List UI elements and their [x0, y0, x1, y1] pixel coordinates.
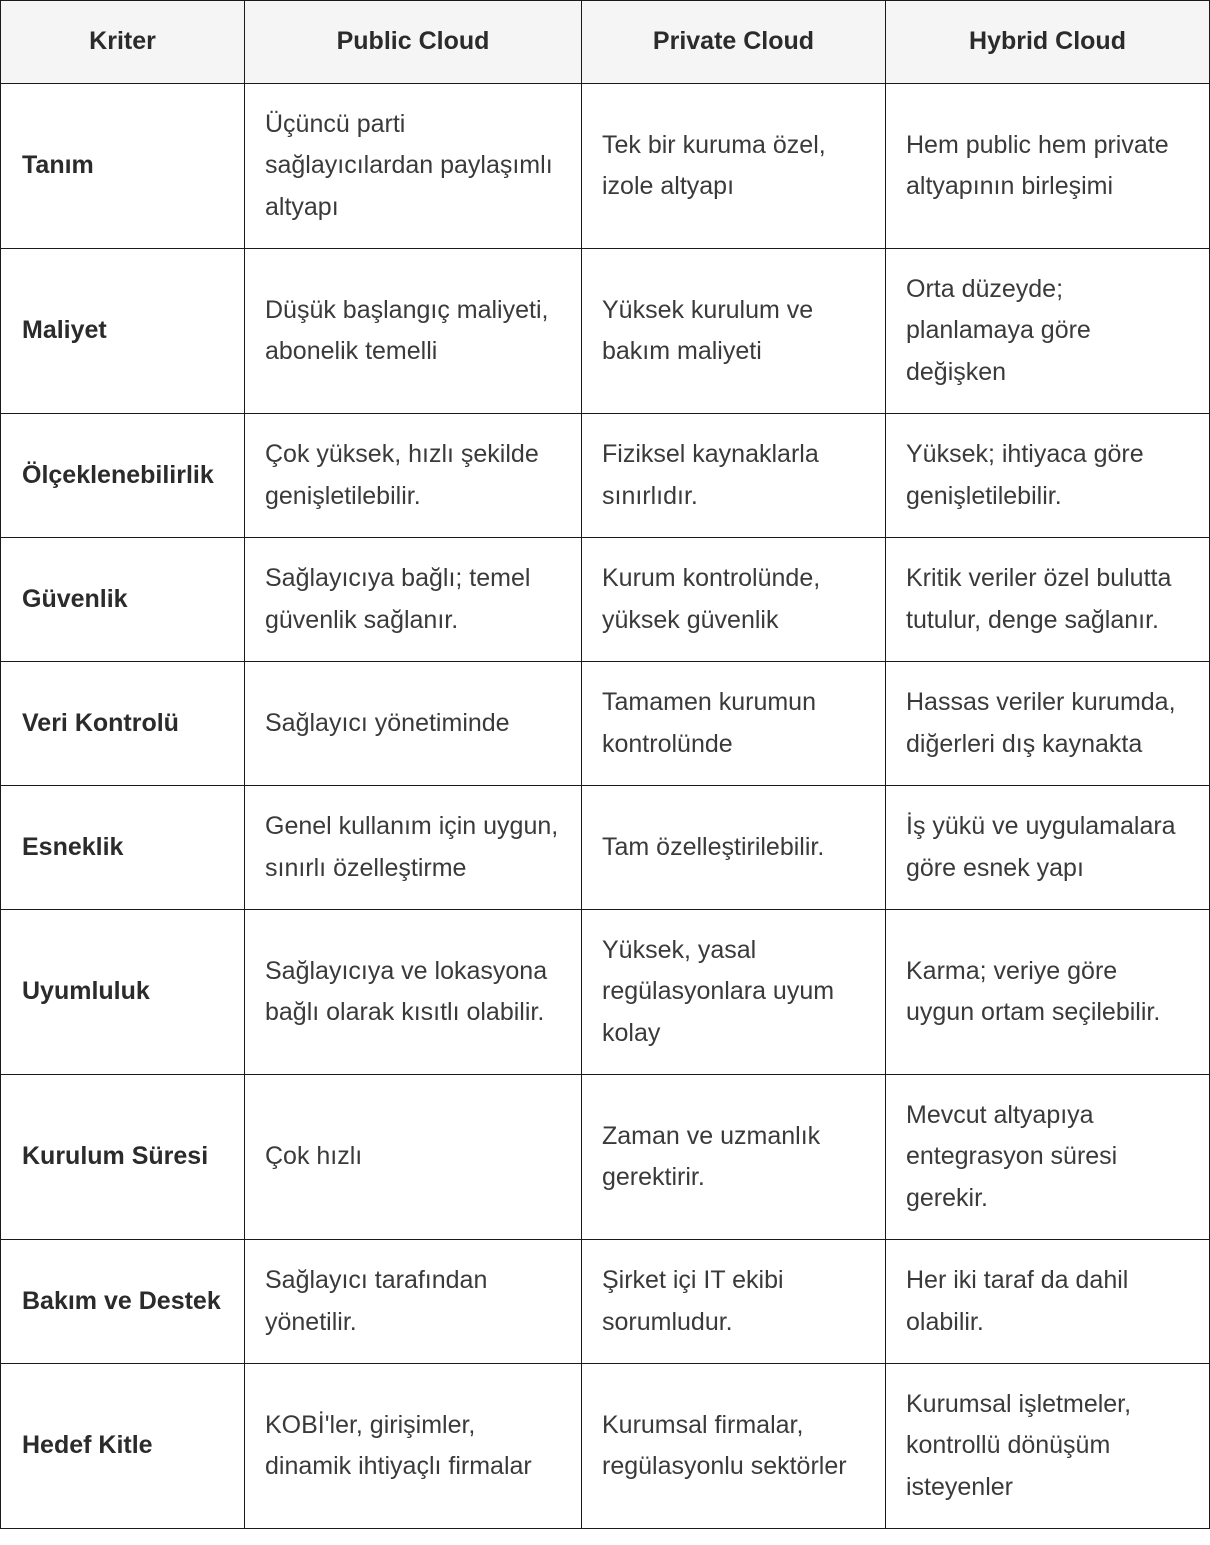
private-cloud-cell: Kurumsal firmalar, regülasyonlu sektörler [582, 1364, 886, 1529]
private-cloud-cell: Kurum kontrolünde, yüksek güvenlik [582, 538, 886, 662]
table-row [1, 1364, 1210, 1529]
public-cloud-cell: Çok hızlı [245, 1075, 582, 1240]
public-cloud-cell: Sağlayıcı tarafından yönetilir. [245, 1240, 582, 1364]
public-cloud-cell: Sağlayıcıya ve lokasyona bağlı olarak kısıtlı olabilir. [245, 910, 582, 1075]
private-cloud-cell: Tam özelleştirilebilir. [582, 786, 886, 910]
public-cloud-cell: Genel kullanım için uygun, sınırlı özelleştirme [245, 786, 582, 910]
header-criterion: Kriter [1, 1, 245, 84]
table-row [1, 249, 1210, 414]
criterion-cell: Uyumluluk [1, 910, 245, 1075]
criterion-cell: Tanım [1, 84, 245, 249]
hybrid-cloud-cell: Mevcut altyapıya entegrasyon süresi gerekir. [886, 1075, 1210, 1240]
hybrid-cloud-cell: Kurumsal işletmeler, kontrollü dönüşüm isteyenler [886, 1364, 1210, 1529]
table-row [1, 1240, 1210, 1364]
header-private-cloud: Private Cloud [582, 1, 886, 84]
table-row [1, 786, 1210, 910]
public-cloud-cell: Çok yüksek, hızlı şekilde genişletilebilir. [245, 414, 582, 538]
criterion-cell: Kurulum Süresi [1, 1075, 245, 1240]
criterion-cell: Esneklik [1, 786, 245, 910]
header-public-cloud: Public Cloud [245, 1, 582, 84]
private-cloud-cell: Fiziksel kaynaklarla sınırlıdır. [582, 414, 886, 538]
criterion-cell: Maliyet [1, 249, 245, 414]
table-row [1, 662, 1210, 786]
table-row [1, 84, 1210, 249]
criterion-cell: Hedef Kitle [1, 1364, 245, 1529]
public-cloud-cell: KOBİ'ler, girişimler, dinamik ihtiyaçlı firmalar [245, 1364, 582, 1529]
hybrid-cloud-cell: İş yükü ve uygulamalara göre esnek yapı [886, 786, 1210, 910]
table-row [1, 538, 1210, 662]
private-cloud-cell: Zaman ve uzmanlık gerektirir. [582, 1075, 886, 1240]
header-row [1, 1, 1210, 84]
public-cloud-cell: Düşük başlangıç maliyeti, abonelik temelli [245, 249, 582, 414]
private-cloud-cell: Tek bir kuruma özel, izole altyapı [582, 84, 886, 249]
public-cloud-cell: Üçüncü parti sağlayıcılardan paylaşımlı altyapı [245, 84, 582, 249]
table-row [1, 414, 1210, 538]
public-cloud-cell: Sağlayıcıya bağlı; temel güvenlik sağlanır. [245, 538, 582, 662]
criterion-cell: Bakım ve Destek [1, 1240, 245, 1364]
private-cloud-cell: Yüksek kurulum ve bakım maliyeti [582, 249, 886, 414]
table-row [1, 910, 1210, 1075]
criterion-cell: Ölçeklenebilirlik [1, 414, 245, 538]
hybrid-cloud-cell: Karma; veriye göre uygun ortam seçilebilir. [886, 910, 1210, 1075]
private-cloud-cell: Şirket içi IT ekibi sorumludur. [582, 1240, 886, 1364]
hybrid-cloud-cell: Kritik veriler özel bulutta tutulur, denge sağlanır. [886, 538, 1210, 662]
public-cloud-cell: Sağlayıcı yönetiminde [245, 662, 582, 786]
hybrid-cloud-cell: Orta düzeyde; planlamaya göre değişken [886, 249, 1210, 414]
table-row [1, 1075, 1210, 1240]
hybrid-cloud-cell: Yüksek; ihtiyaca göre genişletilebilir. [886, 414, 1210, 538]
private-cloud-cell: Tamamen kurumun kontrolünde [582, 662, 886, 786]
private-cloud-cell: Yüksek, yasal regülasyonlara uyum kolay [582, 910, 886, 1075]
header-hybrid-cloud: Hybrid Cloud [886, 1, 1210, 84]
hybrid-cloud-cell: Hassas veriler kurumda, diğerleri dış kaynakta [886, 662, 1210, 786]
hybrid-cloud-cell: Hem public hem private altyapının birleşimi [886, 84, 1210, 249]
criterion-cell: Veri Kontrolü [1, 662, 245, 786]
hybrid-cloud-cell: Her iki taraf da dahil olabilir. [886, 1240, 1210, 1364]
criterion-cell: Güvenlik [1, 538, 245, 662]
